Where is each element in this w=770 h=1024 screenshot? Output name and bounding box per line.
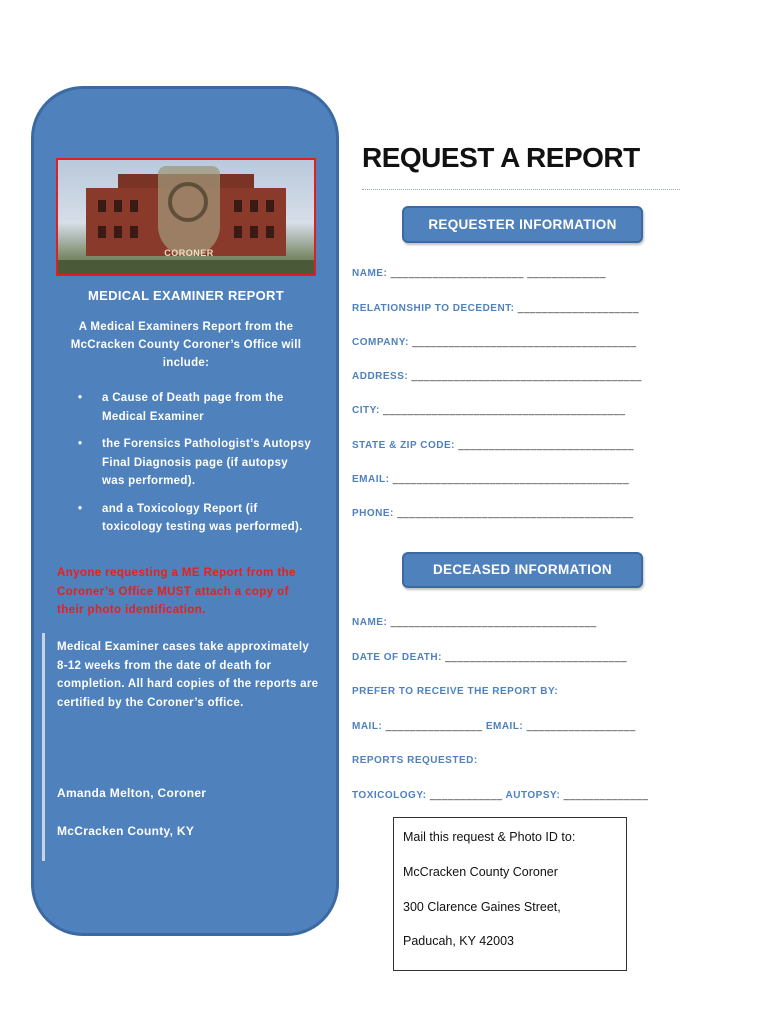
address-field[interactable]: ADDRESS: ______________________________________	[352, 371, 642, 382]
mail-street: 300 Clarence Gaines Street,	[403, 900, 561, 914]
page-title: REQUEST A REPORT	[362, 142, 640, 173]
mail-line: ________________	[385, 721, 483, 732]
email-line: __________________	[526, 721, 636, 732]
report-type-fields[interactable]	[352, 790, 648, 801]
quote-bar	[42, 633, 45, 861]
email-field[interactable]: EMAIL: _______________________________________	[352, 474, 630, 485]
requester-name-field[interactable]: NAME: ______________________ _____________	[352, 268, 606, 279]
processing-note: Medical Examiner cases take approximately 8-12 weeks from the date of death for completion. All hard copies of the reports are certified by the Coroner’s office.	[57, 641, 319, 709]
autopsy-line: ______________	[563, 790, 649, 801]
report-contents-list	[64, 389, 314, 546]
toxicology-label: TOXICOLOGY:	[352, 790, 427, 801]
panel-intro: A Medical Examiners Report from the McCracken County Coroner’s Office will include:	[70, 321, 302, 369]
city-field[interactable]: CITY: ________________________________________	[352, 405, 626, 416]
relationship-field[interactable]: RELATIONSHIP TO DECEDENT: ____________________	[352, 303, 640, 314]
company-field[interactable]: COMPANY: _____________________________________	[352, 337, 637, 348]
toxicology-line: ____________	[429, 790, 503, 801]
signature-name: Amanda Melton, Coroner	[57, 786, 207, 800]
delivery-method-fields[interactable]	[352, 721, 636, 732]
photo-id-warning: Anyone requesting a ME Report from the Coroner’s Office MUST attach a copy of their photo identification.	[57, 567, 296, 616]
signature-county: McCracken County, KY	[57, 824, 195, 838]
list-item: • and a Toxicology Report (if toxicology testing was performed).	[78, 502, 303, 533]
date-of-death-field[interactable]: DATE OF DEATH: ______________________________	[352, 652, 628, 663]
courthouse-photo	[56, 158, 316, 276]
state-zip-field[interactable]: STATE & ZIP CODE: _____________________________	[352, 440, 635, 451]
list-item: • a Cause of Death page from the Medical Examiner	[78, 392, 284, 423]
autopsy-label: AUTOPSY:	[505, 790, 561, 801]
deceased-section-heading: DECEASED INFORMATION	[402, 552, 643, 588]
phone-field[interactable]: PHONE: _______________________________________	[352, 508, 634, 519]
mail-heading: Mail this request & Photo ID to:	[403, 830, 576, 844]
email-label: EMAIL:	[485, 721, 524, 732]
deceased-name-field[interactable]: NAME: __________________________________	[352, 617, 597, 628]
mail-recipient: McCracken County Coroner	[403, 865, 558, 879]
delivery-preference-label: PREFER TO RECEIVE THE REPORT BY:	[352, 686, 559, 697]
mail-label: MAIL:	[352, 721, 383, 732]
list-item: • the Forensics Pathologist’s Autopsy Final Diagnosis page (if autopsy was performed).	[78, 438, 312, 487]
panel-title: MEDICAL EXAMINER REPORT	[88, 288, 284, 303]
mail-city: Paducah, KY 42003	[403, 934, 514, 948]
requester-section-heading: REQUESTER INFORMATION	[402, 206, 643, 243]
badge-label: CORONER	[164, 248, 214, 258]
title-divider	[362, 189, 680, 190]
reports-requested-label: REPORTS REQUESTED:	[352, 755, 478, 766]
